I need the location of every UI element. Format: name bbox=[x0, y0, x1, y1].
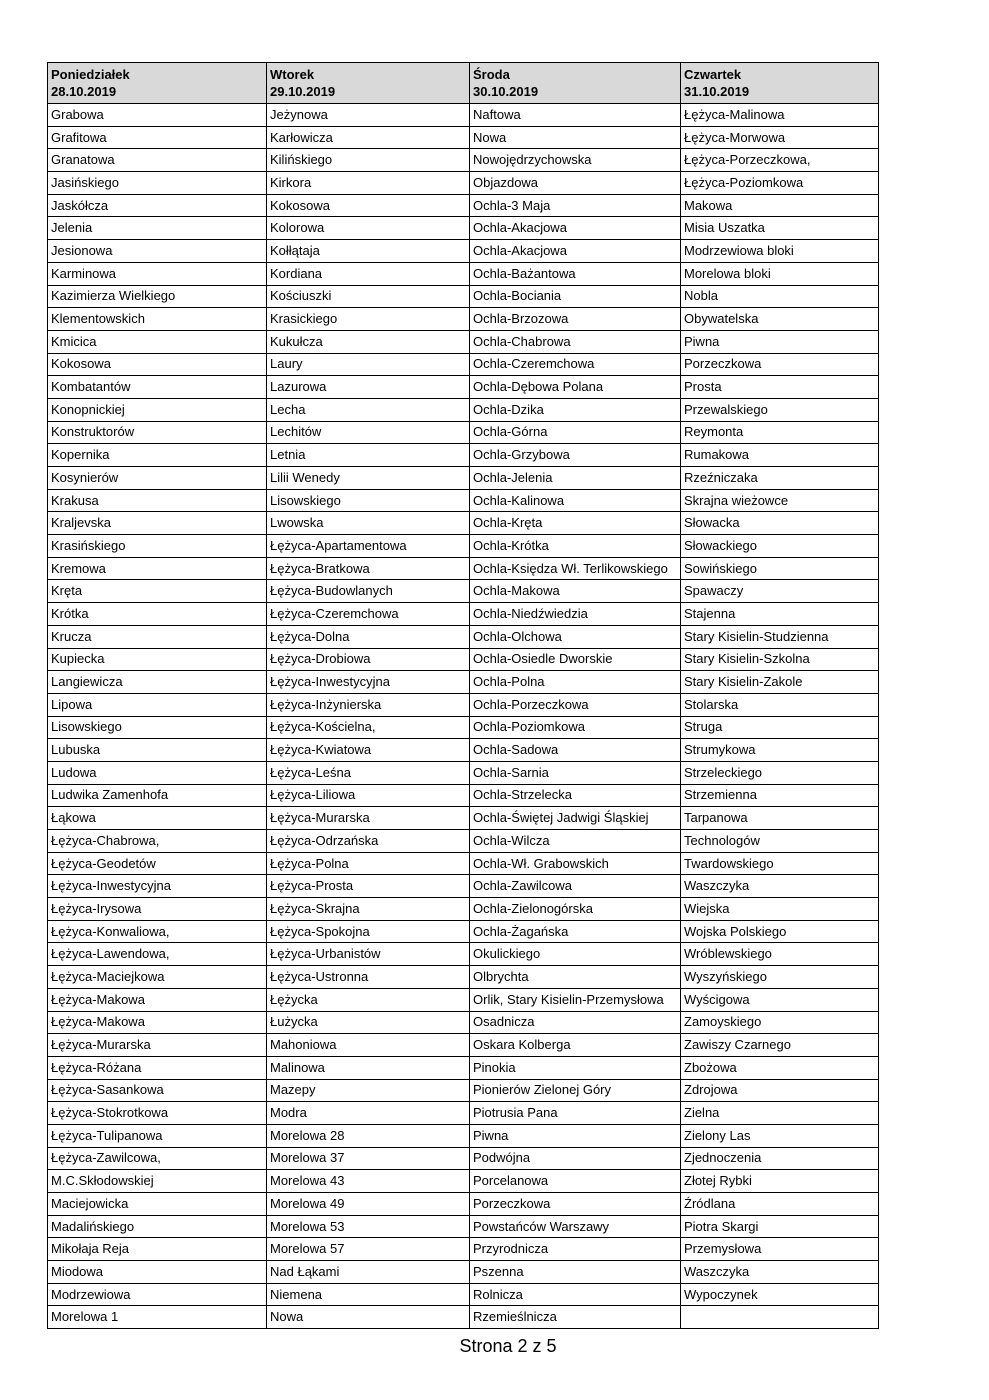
table-cell: Krasińskiego bbox=[48, 535, 267, 558]
table-cell: Kościuszki bbox=[267, 285, 470, 308]
table-cell: Rolnicza bbox=[470, 1283, 681, 1306]
table-cell: Źródlana bbox=[681, 1193, 879, 1216]
table-row bbox=[48, 421, 879, 444]
table-cell: Kołłątaja bbox=[267, 240, 470, 263]
table-cell: Łężyca-Kościelna, bbox=[267, 716, 470, 739]
table-cell: Wróblewskiego bbox=[681, 943, 879, 966]
table-cell: Łużycka bbox=[267, 1011, 470, 1034]
table-cell: Ochla-Porzeczkowa bbox=[470, 693, 681, 716]
table-cell: Łężyca-Drobiowa bbox=[267, 648, 470, 671]
table-cell: Rzemieślnicza bbox=[470, 1306, 681, 1329]
table-row bbox=[48, 761, 879, 784]
table-cell: Lwowska bbox=[267, 512, 470, 535]
table-cell: Ochla-Brzozowa bbox=[470, 308, 681, 331]
table-row bbox=[48, 1215, 879, 1238]
table-row bbox=[48, 1283, 879, 1306]
table-cell: Łężyca-Makowa bbox=[48, 988, 267, 1011]
table-cell: Zbożowa bbox=[681, 1056, 879, 1079]
table-cell: Ochla-Świętej Jadwigi Śląskiej bbox=[470, 807, 681, 830]
table-cell: Madalińskiego bbox=[48, 1215, 267, 1238]
table-row bbox=[48, 240, 879, 263]
day-label: Środa bbox=[473, 67, 510, 82]
table-row bbox=[48, 988, 879, 1011]
table-cell: Rumakowa bbox=[681, 444, 879, 467]
table-cell: Łężyca-Ustronna bbox=[267, 966, 470, 989]
table-cell: Mikołaja Reja bbox=[48, 1238, 267, 1261]
table-row bbox=[48, 648, 879, 671]
table-cell: Łężyca-Leśna bbox=[267, 761, 470, 784]
table-cell: Stajenna bbox=[681, 603, 879, 626]
table-cell: Kilińskiego bbox=[267, 149, 470, 172]
table-cell: Maciejowicka bbox=[48, 1193, 267, 1216]
table-cell: Łężyca-Irysowa bbox=[48, 898, 267, 921]
table-cell: Kordiana bbox=[267, 262, 470, 285]
table-cell: Makowa bbox=[681, 194, 879, 217]
table-cell: Łężyca-Apartamentowa bbox=[267, 535, 470, 558]
table-cell: Ochla-Górna bbox=[470, 421, 681, 444]
table-cell: Ochla-Akacjowa bbox=[470, 240, 681, 263]
table-cell: Olbrychta bbox=[470, 966, 681, 989]
table-cell: Złotej Rybki bbox=[681, 1170, 879, 1193]
table-cell: Grafitowa bbox=[48, 126, 267, 149]
table-cell: Łężyca-Poziomkowa bbox=[681, 172, 879, 195]
table-cell: Łąkowa bbox=[48, 807, 267, 830]
table-row bbox=[48, 262, 879, 285]
table-cell: Łężycka bbox=[267, 988, 470, 1011]
table-cell: Zdrojowa bbox=[681, 1079, 879, 1102]
table-row bbox=[48, 308, 879, 331]
table-row bbox=[48, 1034, 879, 1057]
table-cell: Objazdowa bbox=[470, 172, 681, 195]
table-cell: Strumykowa bbox=[681, 739, 879, 762]
table-cell: Ochla-Wł. Grabowskich bbox=[470, 852, 681, 875]
table-row bbox=[48, 1147, 879, 1170]
date-label: 29.10.2019 bbox=[270, 84, 336, 99]
table-row bbox=[48, 444, 879, 467]
table-cell: Zielna bbox=[681, 1102, 879, 1125]
table-cell: Łężyca-Chabrowa, bbox=[48, 830, 267, 853]
table-row bbox=[48, 330, 879, 353]
table-cell: Konstruktorów bbox=[48, 421, 267, 444]
table-cell: Karłowicza bbox=[267, 126, 470, 149]
table-row bbox=[48, 852, 879, 875]
table-row bbox=[48, 1238, 879, 1261]
table-cell: Modrzewiowa bbox=[48, 1283, 267, 1306]
table-row bbox=[48, 671, 879, 694]
table-row bbox=[48, 943, 879, 966]
table-cell: Nowa bbox=[470, 126, 681, 149]
table-cell: Ochla-Makowa bbox=[470, 580, 681, 603]
table-cell: Stary Kisielin-Studzienna bbox=[681, 625, 879, 648]
day-label: Czwartek bbox=[684, 67, 742, 82]
table-cell: Ludwika Zamenhofa bbox=[48, 784, 267, 807]
table-row bbox=[48, 467, 879, 490]
table-row bbox=[48, 1011, 879, 1034]
table-row bbox=[48, 285, 879, 308]
table-cell: Malinowa bbox=[267, 1056, 470, 1079]
table-cell: Ochla-Grzybowa bbox=[470, 444, 681, 467]
table-cell: Nad Łąkami bbox=[267, 1261, 470, 1284]
table-cell: Powstańców Warszawy bbox=[470, 1215, 681, 1238]
table-cell: Ochla-Sadowa bbox=[470, 739, 681, 762]
table-cell: Łężyca-Inżynierska bbox=[267, 693, 470, 716]
table-cell: Łężyca-Murarska bbox=[267, 807, 470, 830]
table-cell: Letnia bbox=[267, 444, 470, 467]
table-cell: Łężyca-Skrajna bbox=[267, 898, 470, 921]
table-row bbox=[48, 194, 879, 217]
table-cell: Tarpanowa bbox=[681, 807, 879, 830]
table-cell: Mazepy bbox=[267, 1079, 470, 1102]
table-cell: Słowacka bbox=[681, 512, 879, 535]
table-cell: Łężyca-Porzeczkowa, bbox=[681, 149, 879, 172]
table-cell: Lisowskiego bbox=[48, 716, 267, 739]
table-cell: Jelenia bbox=[48, 217, 267, 240]
table-cell: Strzeleckiego bbox=[681, 761, 879, 784]
table-row bbox=[48, 535, 879, 558]
table-row bbox=[48, 557, 879, 580]
table-cell: Łężyca-Budowlanych bbox=[267, 580, 470, 603]
table-cell: Łężyca-Liliowa bbox=[267, 784, 470, 807]
table-row bbox=[48, 126, 879, 149]
table-cell: Kremowa bbox=[48, 557, 267, 580]
table-cell: Ochla-Olchowa bbox=[470, 625, 681, 648]
table-cell: Ochla-Osiedle Dworskie bbox=[470, 648, 681, 671]
table-cell: Przyrodnicza bbox=[470, 1238, 681, 1261]
table-cell: Strzemienna bbox=[681, 784, 879, 807]
table-cell: Kazimierza Wielkiego bbox=[48, 285, 267, 308]
table-cell: Zawiszy Czarnego bbox=[681, 1034, 879, 1057]
table-cell: Karminowa bbox=[48, 262, 267, 285]
table-cell: Porzeczkowa bbox=[681, 353, 879, 376]
table-cell: Ochla-Akacjowa bbox=[470, 217, 681, 240]
table-cell: Słowackiego bbox=[681, 535, 879, 558]
table-cell: Niemena bbox=[267, 1283, 470, 1306]
table-cell: Waszczyka bbox=[681, 875, 879, 898]
table-cell: Kombatantów bbox=[48, 376, 267, 399]
table-cell: Ochla-Poziomkowa bbox=[470, 716, 681, 739]
table-cell: Ochla-Dębowa Polana bbox=[470, 376, 681, 399]
table-cell: Ochla-Krótka bbox=[470, 535, 681, 558]
table-cell: Morelowa 28 bbox=[267, 1124, 470, 1147]
table-cell: Przewalskiego bbox=[681, 398, 879, 421]
table-cell: Krótka bbox=[48, 603, 267, 626]
table-cell: Podwójna bbox=[470, 1147, 681, 1170]
table-cell: Morelowa 43 bbox=[267, 1170, 470, 1193]
table-cell: Łężyca-Zawilcowa, bbox=[48, 1147, 267, 1170]
table-cell: Łężyca-Sasankowa bbox=[48, 1079, 267, 1102]
table-cell: Łężyca-Dolna bbox=[267, 625, 470, 648]
table-cell: Porcelanowa bbox=[470, 1170, 681, 1193]
table-cell: Ochla-Czeremchowa bbox=[470, 353, 681, 376]
table-cell: Ochla-3 Maja bbox=[470, 194, 681, 217]
table-cell: Łężyca-Różana bbox=[48, 1056, 267, 1079]
table-cell: Piwna bbox=[681, 330, 879, 353]
table-cell: Łężyca-Morwowa bbox=[681, 126, 879, 149]
column-header-thursday bbox=[681, 63, 879, 104]
table-cell: Pionierów Zielonej Góry bbox=[470, 1079, 681, 1102]
table-cell: Łężyca-Tulipanowa bbox=[48, 1124, 267, 1147]
table-row bbox=[48, 830, 879, 853]
table-cell: Mahoniowa bbox=[267, 1034, 470, 1057]
day-label: Wtorek bbox=[270, 67, 315, 82]
table-cell: Modra bbox=[267, 1102, 470, 1125]
table-cell: Lubuska bbox=[48, 739, 267, 762]
table-cell: Przemysłowa bbox=[681, 1238, 879, 1261]
date-label: 30.10.2019 bbox=[473, 84, 539, 99]
table-cell: Krasickiego bbox=[267, 308, 470, 331]
table-cell: Łężyca-Prosta bbox=[267, 875, 470, 898]
table-cell: Kirkora bbox=[267, 172, 470, 195]
table-cell: Konopnickiej bbox=[48, 398, 267, 421]
table-cell: Łężyca-Stokrotkowa bbox=[48, 1102, 267, 1125]
table-cell: Pszenna bbox=[470, 1261, 681, 1284]
table-cell: Orlik, Stary Kisielin-Przemysłowa bbox=[470, 988, 681, 1011]
table-cell: Okulickiego bbox=[470, 943, 681, 966]
table-cell: Łężyca-Spokojna bbox=[267, 920, 470, 943]
table-cell: Lecha bbox=[267, 398, 470, 421]
table-cell: Łężyca-Czeremchowa bbox=[267, 603, 470, 626]
table-cell: Łężyca-Geodetów bbox=[48, 852, 267, 875]
header-row bbox=[48, 63, 879, 104]
table-cell: Lilii Wenedy bbox=[267, 467, 470, 490]
table-cell: Morelowa 49 bbox=[267, 1193, 470, 1216]
table-row bbox=[48, 1306, 879, 1329]
table-cell: M.C.Skłodowskiej bbox=[48, 1170, 267, 1193]
table-cell: Pinokia bbox=[470, 1056, 681, 1079]
table-cell: Lipowa bbox=[48, 693, 267, 716]
table-row bbox=[48, 149, 879, 172]
table-row bbox=[48, 1056, 879, 1079]
table-cell: Ochla-Bażantowa bbox=[470, 262, 681, 285]
table-cell: Łężyca-Polna bbox=[267, 852, 470, 875]
table-row bbox=[48, 1102, 879, 1125]
table-cell: Wypoczynek bbox=[681, 1283, 879, 1306]
table-cell: Grabowa bbox=[48, 104, 267, 127]
table-cell: Obywatelska bbox=[681, 308, 879, 331]
table-cell: Łężyca-Urbanistów bbox=[267, 943, 470, 966]
table-row bbox=[48, 489, 879, 512]
table-cell: Łężyca-Inwestycyjna bbox=[48, 875, 267, 898]
table-cell: Ludowa bbox=[48, 761, 267, 784]
table-cell: Laury bbox=[267, 353, 470, 376]
table-cell: Morelowa 53 bbox=[267, 1215, 470, 1238]
table-cell: Łężyca-Kwiatowa bbox=[267, 739, 470, 762]
table-cell: Nowojędrzychowska bbox=[470, 149, 681, 172]
table-cell: Jeżynowa bbox=[267, 104, 470, 127]
table-cell: Krakusa bbox=[48, 489, 267, 512]
table-cell: Nobla bbox=[681, 285, 879, 308]
table-cell: Rzeźniczaka bbox=[681, 467, 879, 490]
table-cell: Kukułcza bbox=[267, 330, 470, 353]
table-cell: Wyszyńskiego bbox=[681, 966, 879, 989]
table-cell: Spawaczy bbox=[681, 580, 879, 603]
table-cell: Jesionowa bbox=[48, 240, 267, 263]
table-row bbox=[48, 353, 879, 376]
table-cell: Naftowa bbox=[470, 104, 681, 127]
table-cell: Łężyca-Maciejkowa bbox=[48, 966, 267, 989]
table-cell: Kraljevska bbox=[48, 512, 267, 535]
table-cell: Ochla-Wilcza bbox=[470, 830, 681, 853]
table-cell: Piotrusia Pana bbox=[470, 1102, 681, 1125]
table-cell: Technologów bbox=[681, 830, 879, 853]
table-cell: Łężyca-Malinowa bbox=[681, 104, 879, 127]
table-cell: Ochla-Bociania bbox=[470, 285, 681, 308]
table-cell: Jaskółcza bbox=[48, 194, 267, 217]
table-cell: Wojska Polskiego bbox=[681, 920, 879, 943]
date-label: 31.10.2019 bbox=[684, 84, 750, 99]
table-row bbox=[48, 807, 879, 830]
table-row bbox=[48, 1193, 879, 1216]
table-cell: Łężyca-Makowa bbox=[48, 1011, 267, 1034]
table-cell: Kmicica bbox=[48, 330, 267, 353]
day-label: Poniedziałek bbox=[51, 67, 130, 82]
table-cell: Oskara Kolberga bbox=[470, 1034, 681, 1057]
table-cell: Jasińskiego bbox=[48, 172, 267, 195]
table-row bbox=[48, 104, 879, 127]
table-cell: Piwna bbox=[470, 1124, 681, 1147]
table-cell: Łężyca-Bratkowa bbox=[267, 557, 470, 580]
table-row bbox=[48, 1261, 879, 1284]
table-row bbox=[48, 1170, 879, 1193]
table-cell: Langiewicza bbox=[48, 671, 267, 694]
table-body bbox=[48, 104, 879, 1329]
table-cell: Skrajna wieżowce bbox=[681, 489, 879, 512]
table-cell: Morelowa 37 bbox=[267, 1147, 470, 1170]
table-cell: Miodowa bbox=[48, 1261, 267, 1284]
table-cell: Ochla-Sarnia bbox=[470, 761, 681, 784]
table-cell: Stolarska bbox=[681, 693, 879, 716]
table-cell: Sowińskiego bbox=[681, 557, 879, 580]
table-row bbox=[48, 920, 879, 943]
table-cell: Łężyca-Odrzańska bbox=[267, 830, 470, 853]
schedule-table bbox=[47, 62, 879, 1329]
table-cell: Waszczyka bbox=[681, 1261, 879, 1284]
table-cell: Stary Kisielin-Zakole bbox=[681, 671, 879, 694]
table-row bbox=[48, 580, 879, 603]
table-cell: Kokosowa bbox=[267, 194, 470, 217]
table-cell: Nowa bbox=[267, 1306, 470, 1329]
table-cell: Wyścigowa bbox=[681, 988, 879, 1011]
table-cell: Lisowskiego bbox=[267, 489, 470, 512]
table-row bbox=[48, 625, 879, 648]
table-row bbox=[48, 898, 879, 921]
table-row bbox=[48, 376, 879, 399]
table-row bbox=[48, 875, 879, 898]
column-header-monday bbox=[48, 63, 267, 104]
table-cell: Zjednoczenia bbox=[681, 1147, 879, 1170]
table-cell: Lazurowa bbox=[267, 376, 470, 399]
table-cell: Morelowa 57 bbox=[267, 1238, 470, 1261]
table-cell: Osadnicza bbox=[470, 1011, 681, 1034]
table-cell: Zamoyskiego bbox=[681, 1011, 879, 1034]
table-row bbox=[48, 217, 879, 240]
table-row bbox=[48, 693, 879, 716]
table-cell: Kokosowa bbox=[48, 353, 267, 376]
table-cell: Kupiecka bbox=[48, 648, 267, 671]
table-cell: Łężyca-Inwestycyjna bbox=[267, 671, 470, 694]
table-cell: Lechitów bbox=[267, 421, 470, 444]
table-row bbox=[48, 512, 879, 535]
table-cell: Ochla-Strzelecka bbox=[470, 784, 681, 807]
table-cell: Ochla-Księdza Wł. Terlikowskiego bbox=[470, 557, 681, 580]
table-row bbox=[48, 1079, 879, 1102]
table-row bbox=[48, 1124, 879, 1147]
table-row bbox=[48, 739, 879, 762]
table-cell: Ochla-Kalinowa bbox=[470, 489, 681, 512]
table-row bbox=[48, 966, 879, 989]
table-cell: Łężyca-Murarska bbox=[48, 1034, 267, 1057]
column-header-tuesday bbox=[267, 63, 470, 104]
table-cell: Ochla-Niedźwiedzia bbox=[470, 603, 681, 626]
table-cell: Ochla-Zielonogórska bbox=[470, 898, 681, 921]
table-cell: Ochla-Polna bbox=[470, 671, 681, 694]
table-cell: Ochla-Jelenia bbox=[470, 467, 681, 490]
table-cell: Kręta bbox=[48, 580, 267, 603]
table-cell: Prosta bbox=[681, 376, 879, 399]
table-row bbox=[48, 784, 879, 807]
table-cell: Kosynierów bbox=[48, 467, 267, 490]
table-cell: Twardowskiego bbox=[681, 852, 879, 875]
table-cell: Piotra Skargi bbox=[681, 1215, 879, 1238]
table-cell: Misia Uszatka bbox=[681, 217, 879, 240]
table-row bbox=[48, 603, 879, 626]
table-cell: Morelowa 1 bbox=[48, 1306, 267, 1329]
table-cell: Morelowa bloki bbox=[681, 262, 879, 285]
column-header-wednesday bbox=[470, 63, 681, 104]
table-cell: Ochla-Zawilcowa bbox=[470, 875, 681, 898]
table-cell: Ochla-Chabrowa bbox=[470, 330, 681, 353]
table-cell: Klementowskich bbox=[48, 308, 267, 331]
table-cell: Porzeczkowa bbox=[470, 1193, 681, 1216]
table-cell: Ochla-Dzika bbox=[470, 398, 681, 421]
table-row bbox=[48, 716, 879, 739]
table-cell bbox=[681, 1306, 879, 1329]
page-number: Strona 2 z 5 bbox=[459, 1336, 557, 1356]
table-cell: Granatowa bbox=[48, 149, 267, 172]
date-label: 28.10.2019 bbox=[51, 84, 117, 99]
table-row bbox=[48, 172, 879, 195]
table-cell: Reymonta bbox=[681, 421, 879, 444]
table-cell: Łężyca-Konwaliowa, bbox=[48, 920, 267, 943]
table-cell: Stary Kisielin-Szkolna bbox=[681, 648, 879, 671]
table-cell: Modrzewiowa bloki bbox=[681, 240, 879, 263]
table-cell: Ochla-Żagańska bbox=[470, 920, 681, 943]
table-cell: Kolorowa bbox=[267, 217, 470, 240]
table-cell: Łężyca-Lawendowa, bbox=[48, 943, 267, 966]
table-cell: Wiejska bbox=[681, 898, 879, 921]
table-cell: Struga bbox=[681, 716, 879, 739]
table-cell: Kopernika bbox=[48, 444, 267, 467]
table-row bbox=[48, 398, 879, 421]
table-cell: Zielony Las bbox=[681, 1124, 879, 1147]
table-cell: Krucza bbox=[48, 625, 267, 648]
table-cell: Ochla-Kręta bbox=[470, 512, 681, 535]
